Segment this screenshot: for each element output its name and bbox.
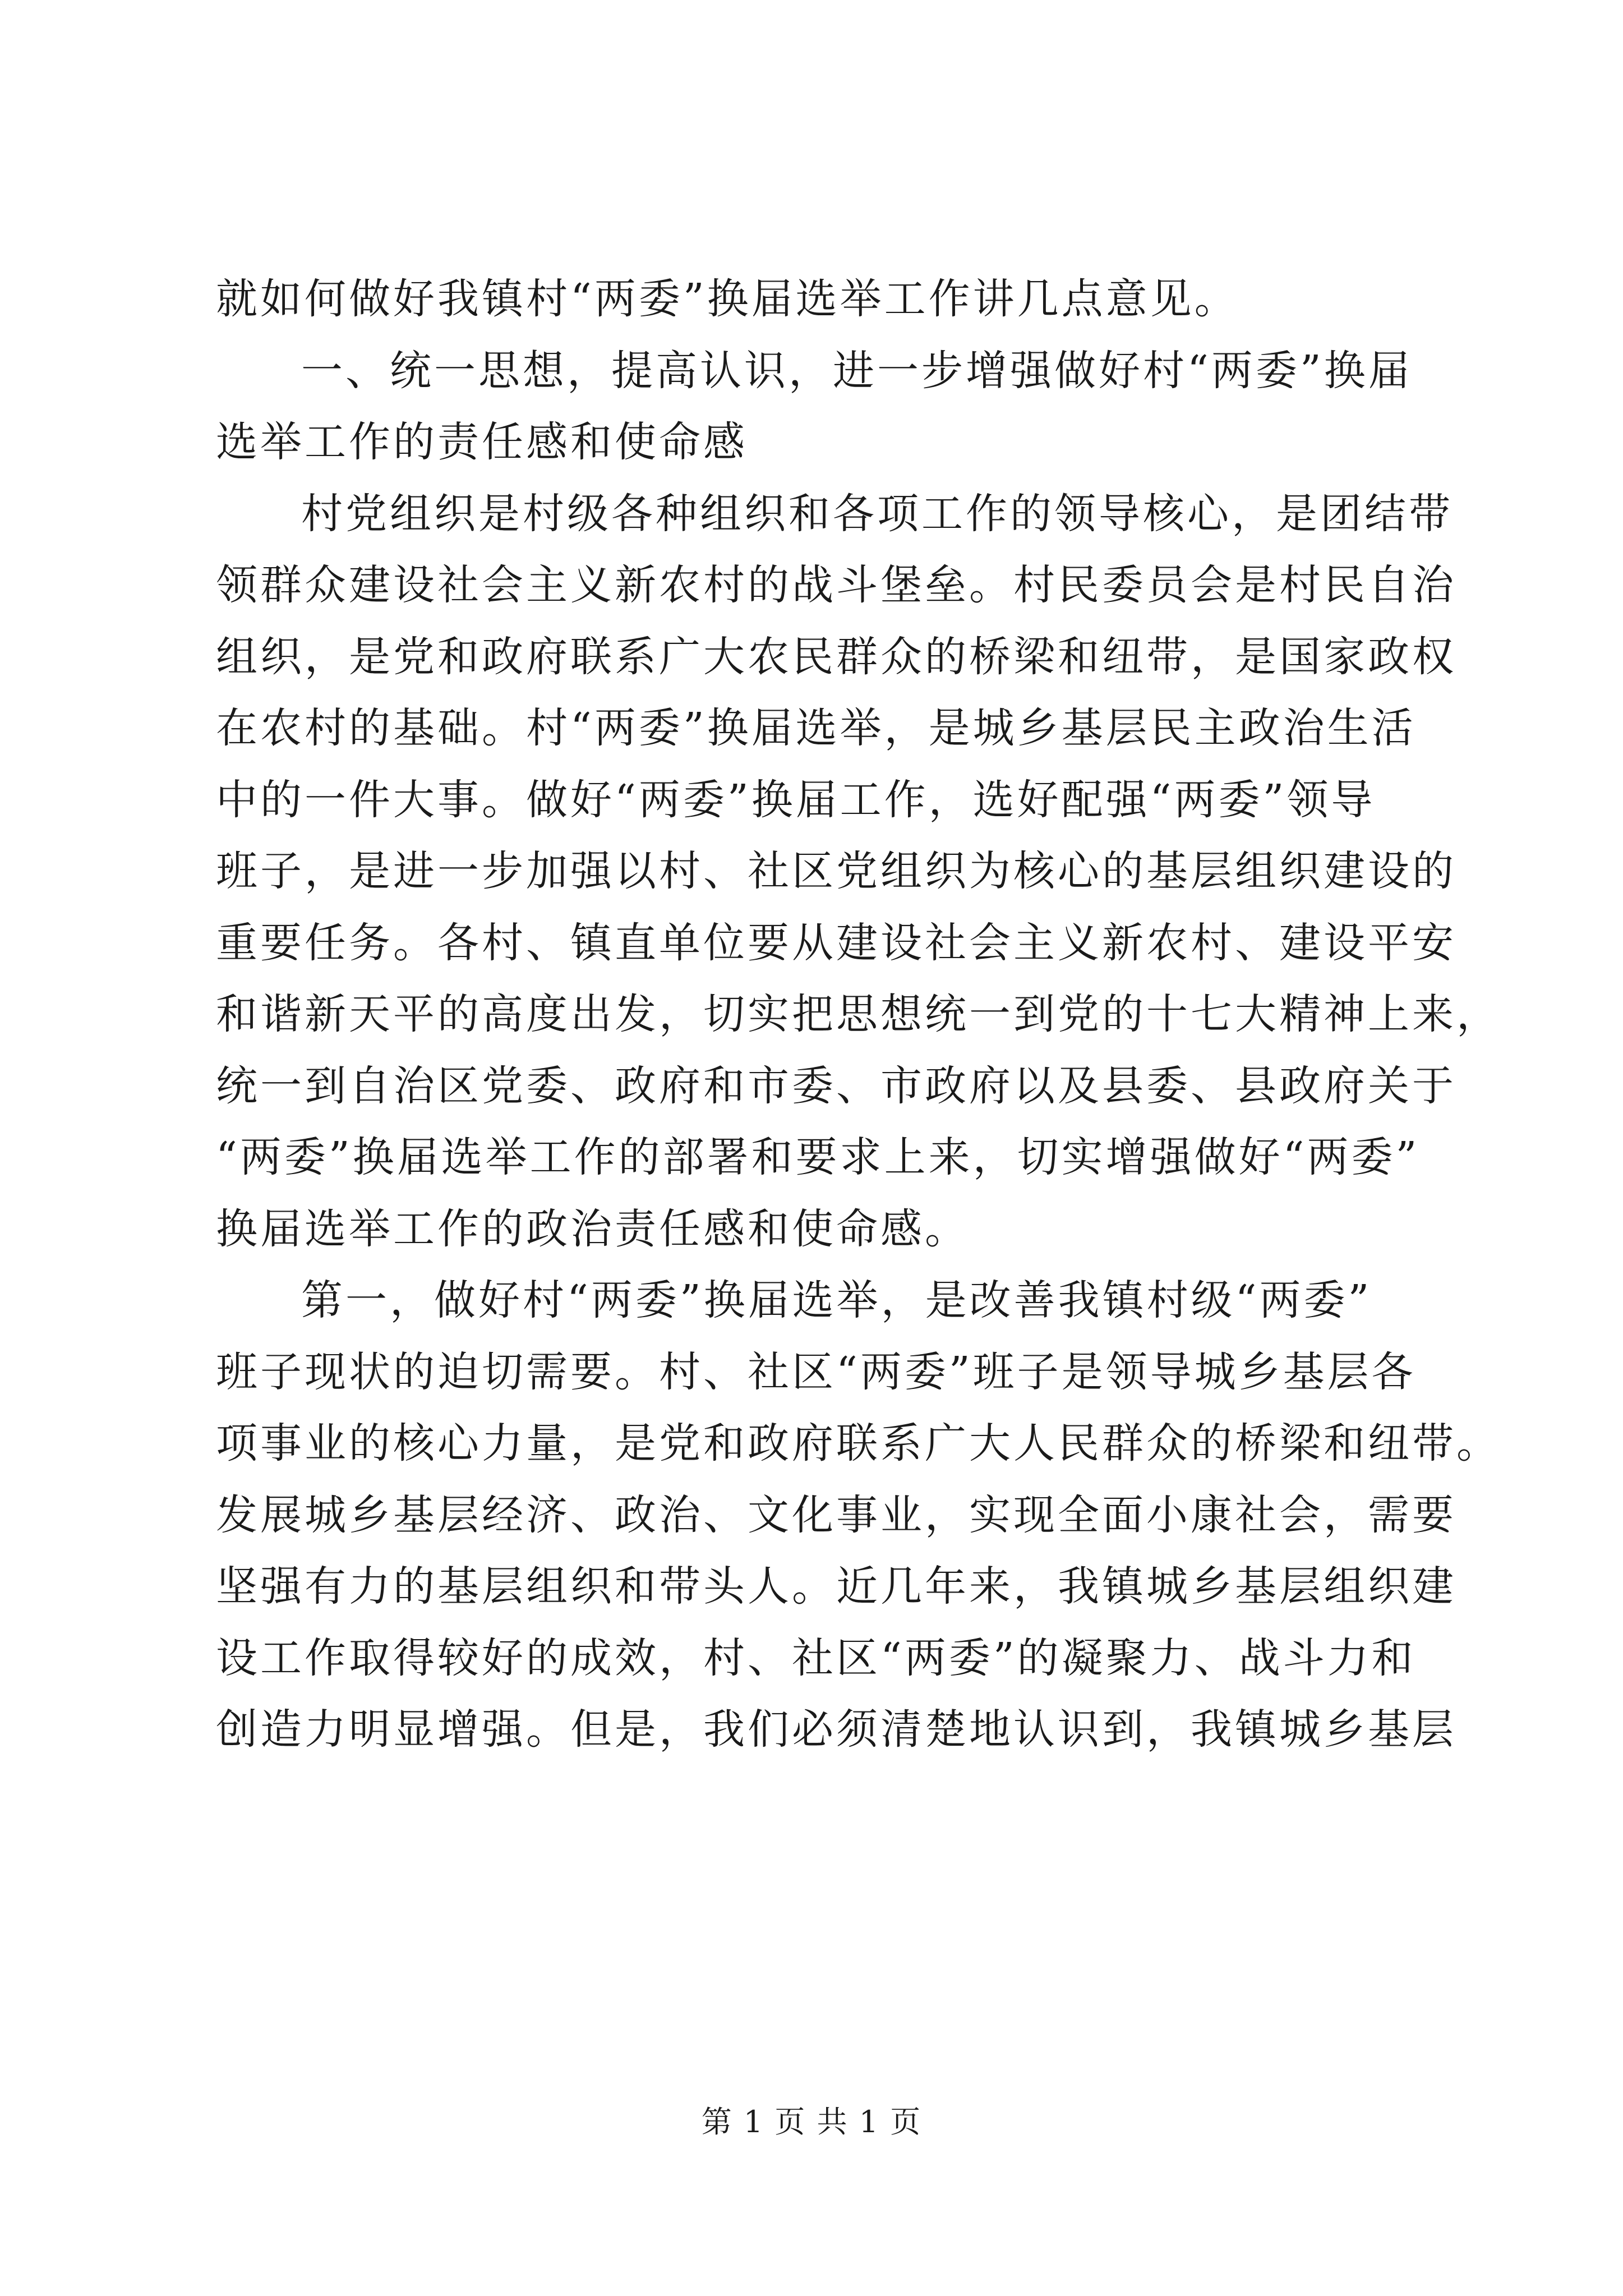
text-line: 中的一件大事。做好“两委”换届工作，选好配强“两委”领导 xyxy=(216,775,1376,824)
text-line: 就如何做好我镇村“两委”换届选举工作讲几点意见。 xyxy=(216,275,1239,323)
text-line: 领群众建设社会主义新农村的战斗堡垒。村民委员会是村民自治 xyxy=(216,561,1456,609)
text-line: 创造力明显增强。但是，我们必须清楚地认识到，我镇城乡基层 xyxy=(216,1705,1456,1754)
text-line: 班子现状的迫切需要。村、社区“两委”班子是领导城乡基层各 xyxy=(216,1347,1416,1396)
text-line: 第一，做好村“两委”换届选举，是改善我镇村级“两委” xyxy=(301,1276,1372,1324)
text-line: 设工作取得较好的成效，村、社区“两委”的凝聚力、战斗力和 xyxy=(216,1634,1416,1682)
text-line: 班子，是进一步加强以村、社区党组织为核心的基层组织建设的 xyxy=(216,847,1456,895)
text-line: 在农村的基础。村“两委”换届选举，是城乡基层民主政治生活 xyxy=(216,704,1416,752)
section-heading-line: 选举工作的责任感和使命感 xyxy=(216,418,748,466)
text-line: 项事业的核心力量，是党和政府联系广大人民群众的桥梁和纽带。 xyxy=(216,1419,1501,1467)
text-line: 统一到自治区党委、政府和市委、市政府以及县委、县政府关于 xyxy=(216,1061,1456,1110)
text-line: 坚强有力的基层组织和带头人。近几年来，我镇城乡基层组织建 xyxy=(216,1562,1456,1611)
section-heading-line: 一、统一思想，提高认识，进一步增强做好村“两委”换届 xyxy=(301,346,1413,395)
text-line: 村党组织是村级各种组织和各项工作的领导核心，是团结带 xyxy=(301,489,1453,538)
page-number-label: 第 1 页 共 1 页 xyxy=(701,2104,922,2139)
page-footer xyxy=(0,2102,1623,2142)
text-line: 和谐新天平的高度出发，切实把思想统一到党的十七大精神上来， xyxy=(216,990,1501,1038)
text-line: “两委”换届选举工作的部署和要求上来，切实增强做好“两委” xyxy=(216,1133,1420,1181)
text-line: 重要任务。各村、镇直单位要从建设社会主义新农村、建设平安 xyxy=(216,918,1456,967)
document-body xyxy=(216,264,1501,1766)
text-line: 组织，是党和政府联系广大农民群众的桥梁和纽带，是国家政权 xyxy=(216,632,1456,681)
text-line: 换届选举工作的政治责任感和使命感。 xyxy=(216,1204,969,1253)
text-line: 发展城乡基层经济、政治、文化事业，实现全面小康社会，需要 xyxy=(216,1490,1456,1539)
